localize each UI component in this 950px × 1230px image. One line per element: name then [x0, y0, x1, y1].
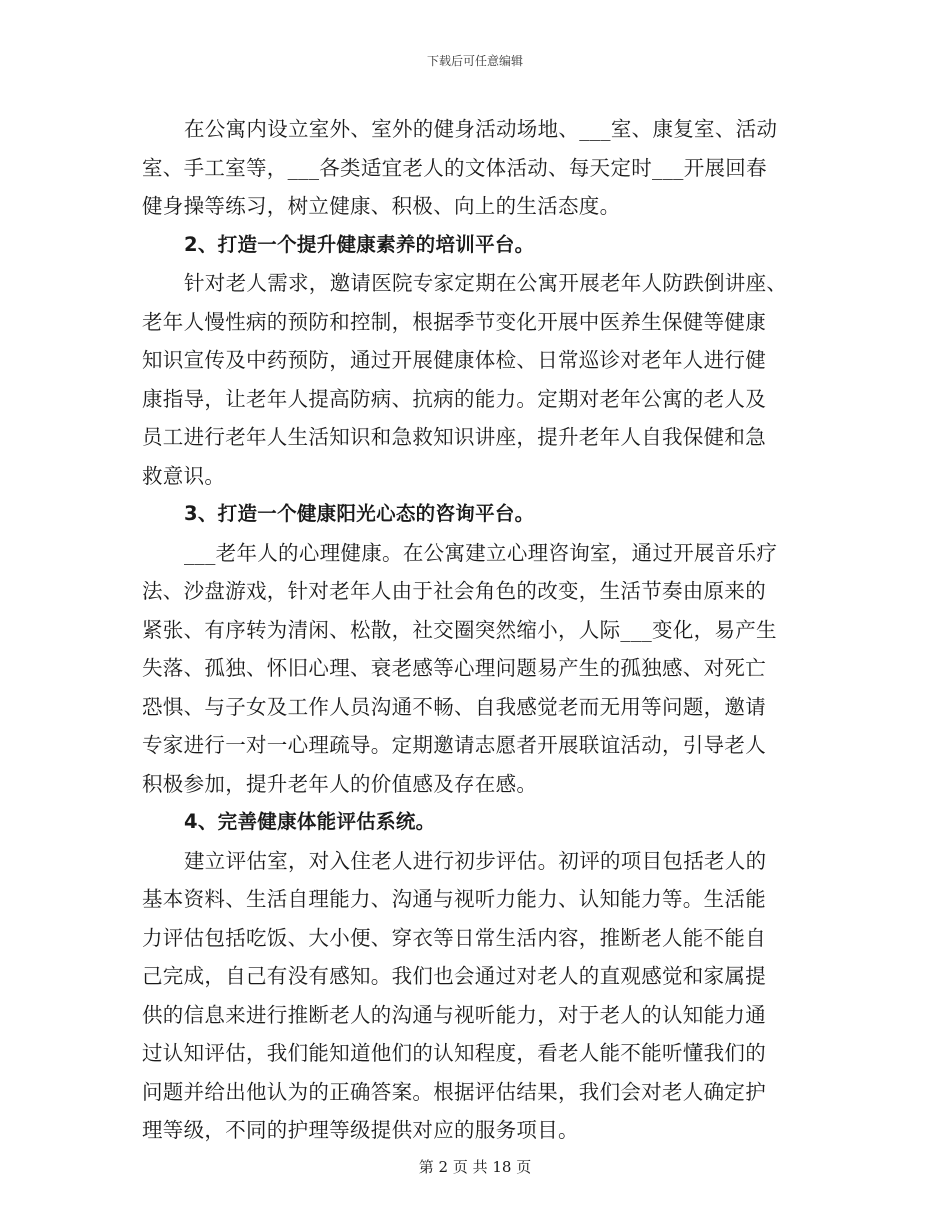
paragraph-line: 恐惧、与子女及工作人员沟通不畅、自我感觉老而无用等问题，邀请 — [142, 694, 766, 719]
page-header: 下载后可任意编辑 — [426, 54, 523, 68]
paragraph-line: 法、沙盘游戏，针对老年人由于社会角色的改变，生活节奏由原来的 — [142, 579, 766, 603]
paragraph-line: 专家进行一对一心理疏导。定期邀请志愿者开展联谊活动，引导老人 — [142, 733, 766, 757]
section-heading: 3、打造一个健康阳光心态的咨询平台。 — [184, 502, 535, 525]
paragraph-line: 力评估包括吃饭、大小便、穿衣等日常生活内容，推断老人能不能自 — [142, 925, 766, 950]
document-body — [142, 110, 810, 1150]
paragraph-line: 员工进行老年人生活知识和急救知识讲座，提升老年人自我保健和急 — [142, 425, 766, 449]
paragraph-line: 理等级，不同的护理等级提供对应的服务项目。 — [142, 1118, 579, 1142]
paragraph-line: 针对老人需求，邀请医院专家定期在公寓开展老年人防跌倒讲座、 — [184, 271, 788, 295]
paragraph-line: 紧张、有序转为清闲、松散，社交圈突然缩小，人际___变化，易产生 — [142, 617, 777, 642]
paragraph-line: 失落、孤独、怀旧心理、衰老感等心理问题易产生的孤独感、对死亡 — [142, 656, 766, 680]
paragraph-line: 室、手工室等，___各类适宜老人的文体活动、每天定时___开展回春 — [142, 155, 767, 180]
paragraph-line: 老年人慢性病的预防和控制，根据季节变化开展中医养生保健等健康 — [142, 309, 766, 334]
paragraph-line: 救意识。 — [142, 463, 226, 488]
paragraph-line: 康指导，让老年人提高防病、抗病的能力。定期对老年公寓的老人及 — [142, 386, 766, 411]
paragraph-line: 知识宣传及中药预防，通过开展健康体检、日常巡诊对老年人进行健 — [142, 348, 766, 372]
paragraph-line: 问题并给出他认为的正确答案。根据评估结果，我们会对老人确定护 — [142, 1079, 766, 1104]
section-heading: 2、打造一个提升健康素养的培训平台。 — [184, 232, 535, 256]
paragraph-line: 己完成，自己有没有感知。我们也会通过对老人的直观感觉和家属提 — [142, 964, 766, 988]
page-footer: 第 2 页 共 18 页 — [418, 1158, 532, 1176]
paragraph-line: 过认知评估，我们能知道他们的认知程度，看老人能不能听懂我们的 — [142, 1041, 766, 1065]
paragraph-line: 积极参加，提升老年人的价值感及存在感。 — [142, 771, 538, 796]
paragraph-line: 供的信息来进行推断老人的沟通与视听能力，对于老人的认知能力通 — [142, 1002, 766, 1027]
section-heading: 4、完善健康体能评估系统。 — [184, 810, 436, 833]
paragraph-line: 基本资料、生活自理能力、沟通与视听力能力、认知能力等。生活能 — [142, 887, 766, 911]
paragraph-line: 健身操等练习，树立健康、积极、向上的生活态度。 — [142, 194, 621, 218]
paragraph-line: 建立评估室，对入住老人进行初步评估。初评的项目包括老人的 — [184, 848, 767, 873]
paragraph-line: 在公寓内设立室外、室外的健身活动场地、___室、康复室、活动 — [184, 117, 778, 141]
paragraph-line: ___老年人的心理健康。在公寓建立心理咨询室，通过开展音乐疗 — [184, 540, 778, 565]
